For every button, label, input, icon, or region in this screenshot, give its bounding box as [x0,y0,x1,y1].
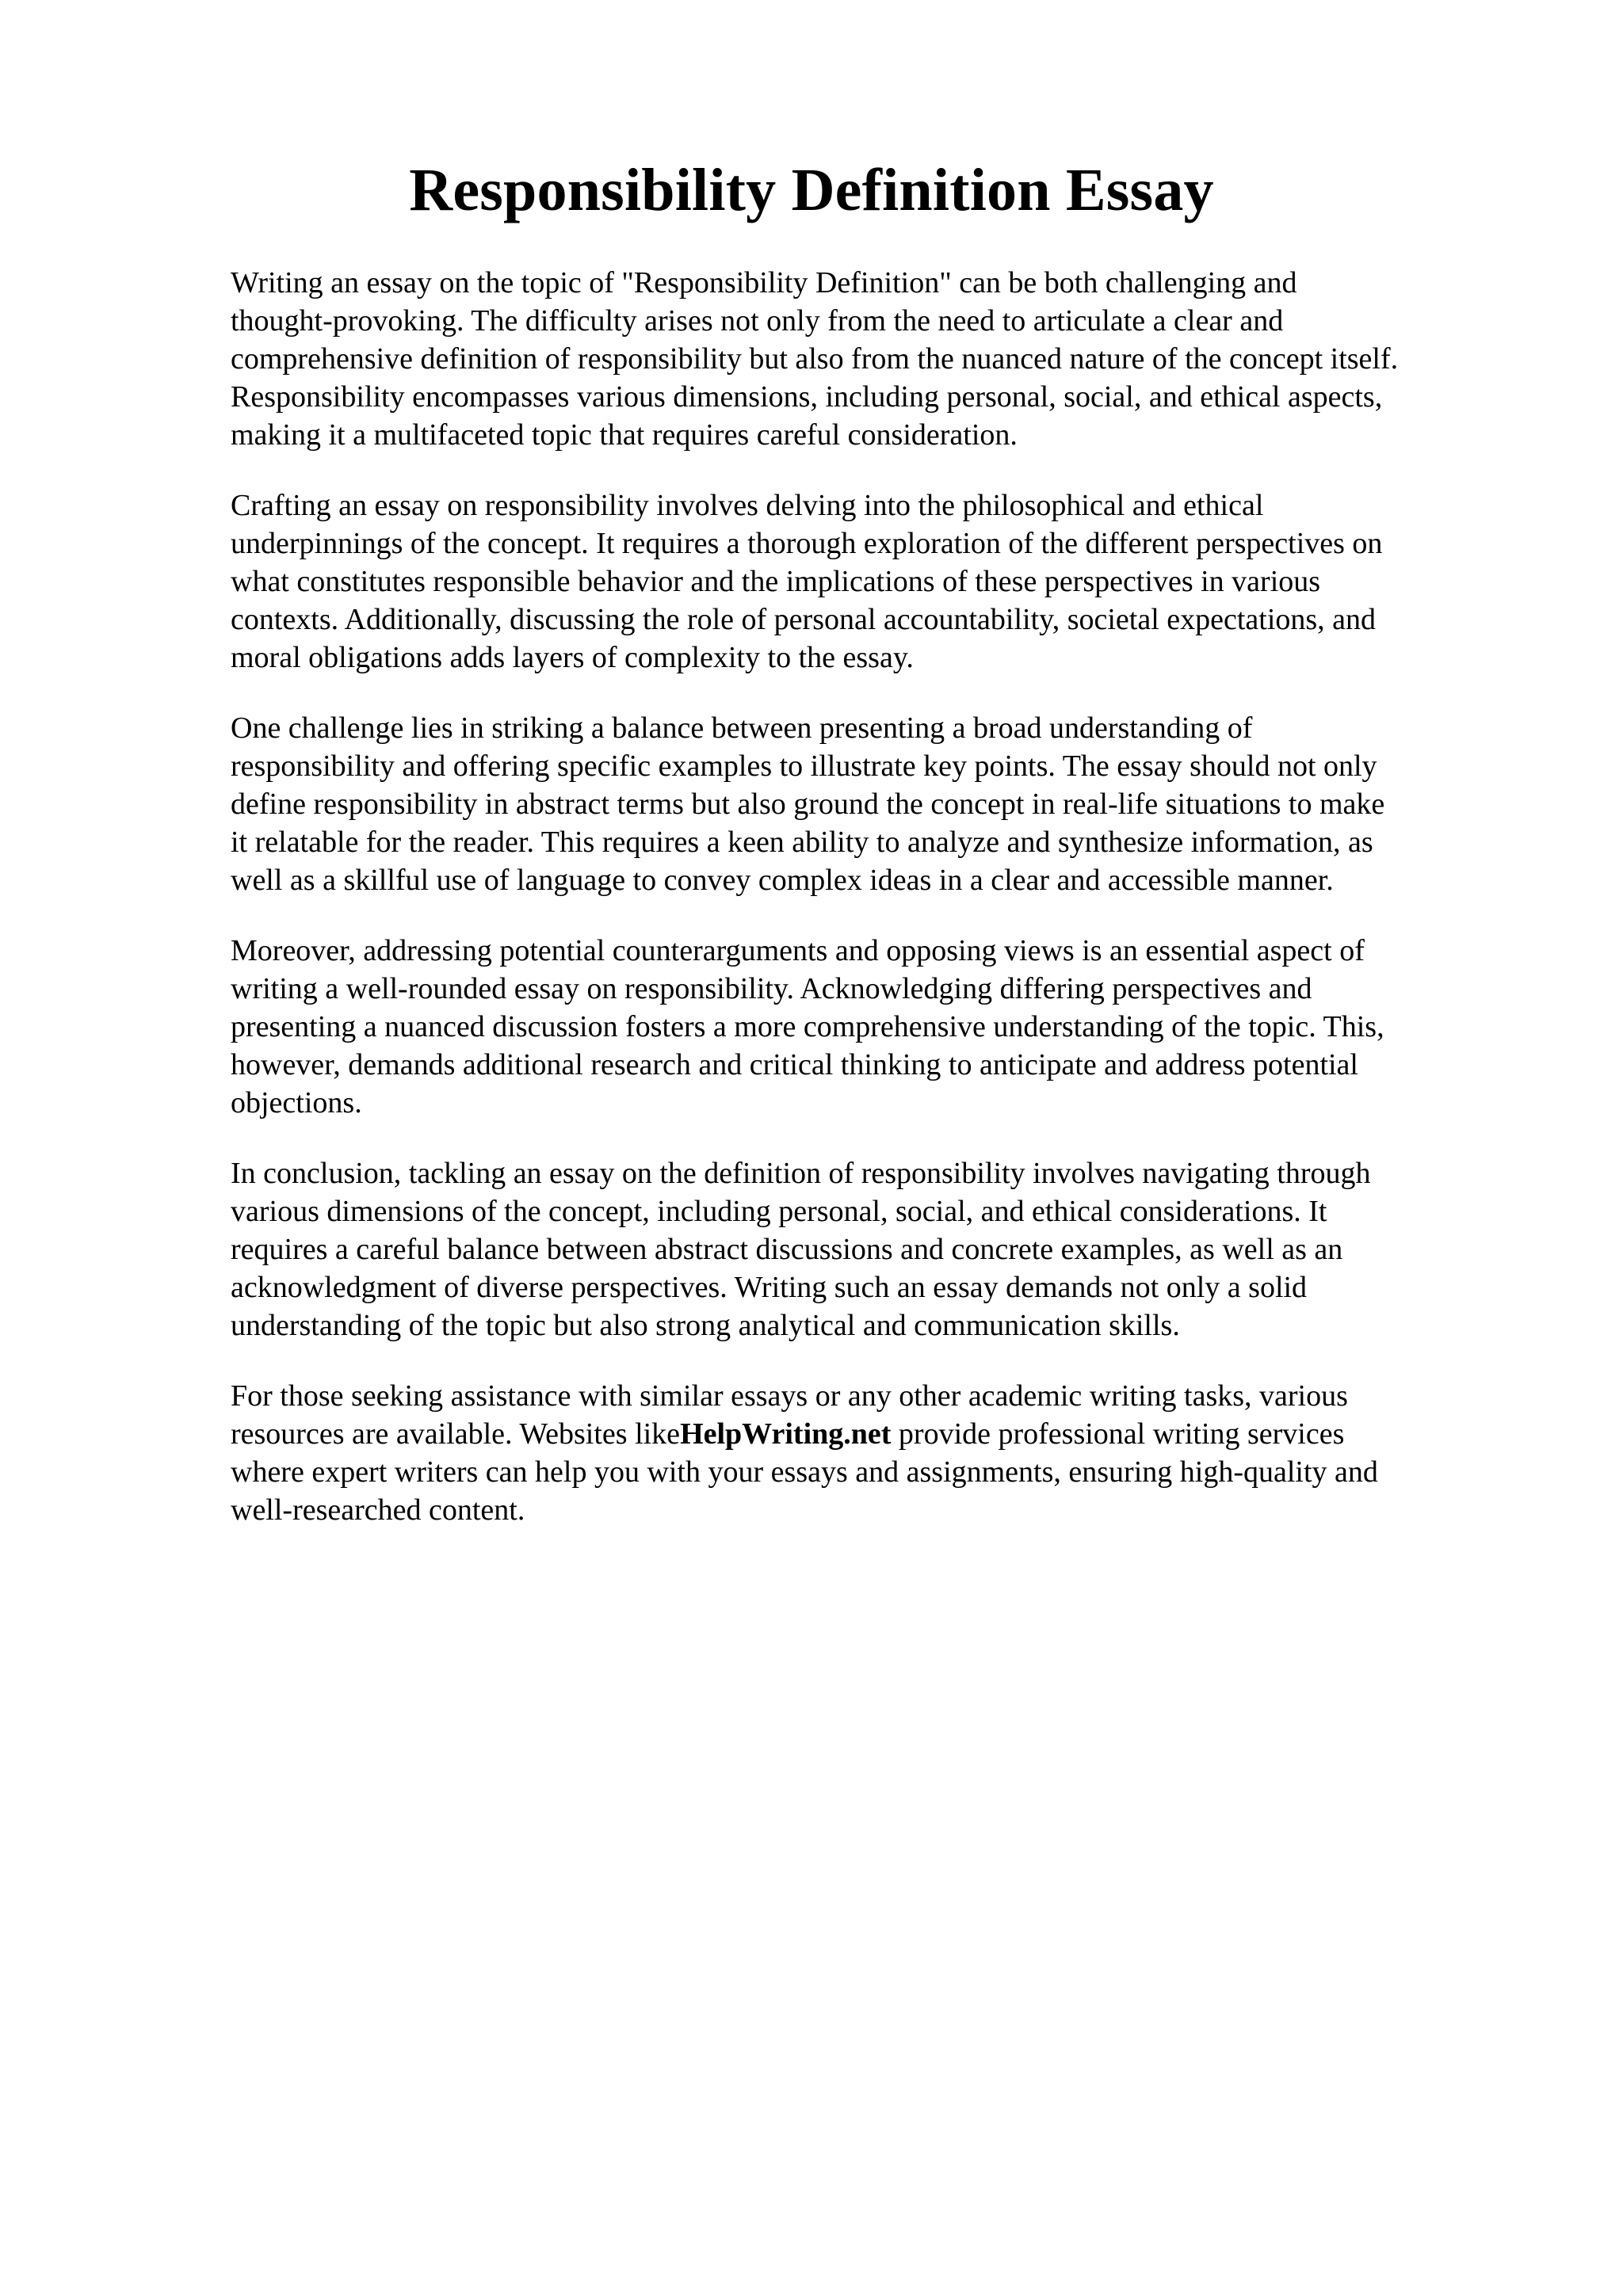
closing-text-after-link: provide professional writing services [891,1417,1345,1451]
paragraph-3 [231,709,1522,899]
paragraph-line: Crafting an essay on responsibility involves delving into the philosophical and ethical [231,489,1264,522]
paragraph-line: where expert writers can help you with your essays and assignments, ensuring high-quality and [231,1455,1378,1489]
paragraph-2 [231,486,1522,677]
paragraph-line [231,1415,1522,1453]
paragraph-line: In conclusion, tackling an essay on the definition of responsibility involves navigating through [231,1157,1371,1190]
closing-text-before-link: resources are available. Websites like [231,1417,681,1451]
paragraph-line: contexts. Additionally, discussing the role of personal accountability, societal expectations, and [231,603,1377,636]
paragraph-line: various dimensions of the concept, including personal, social, and ethical considerations. It [231,1195,1327,1228]
paragraph-line: define responsibility in abstract terms but also ground the concept in real-life situations to make [231,788,1385,821]
paragraph-line: presenting a nuanced discussion fosters a more comprehensive understanding of the topic. This, [231,1010,1384,1043]
paragraph-line: Responsibility encompasses various dimensions, including personal, social, and ethical aspects, [231,380,1383,414]
paragraph-1 [231,264,1522,454]
closing-paragraph [231,1377,1522,1529]
paragraph-5 [231,1154,1522,1344]
helpwriting-link[interactable]: HelpWriting.net [680,1417,892,1451]
paragraph-line: understanding of the topic but also strong analytical and communication skills. [231,1309,1180,1342]
paragraph-line: Writing an essay on the topic of "Responsibility Definition" can be both challenging and [231,266,1297,299]
paragraph-line: well-researched content. [231,1493,525,1527]
paragraph-line: Moreover, addressing potential counterarguments and opposing views is an essential aspect of [231,934,1365,967]
paragraph-line: requires a careful balance between abstract discussions and concrete examples, as well as an [231,1233,1343,1266]
paragraph-line: however, demands additional research and critical thinking to anticipate and address potential [231,1048,1358,1081]
paragraph-line: underpinnings of the concept. It requires a thorough exploration of the different perspectives on [231,527,1383,560]
paragraph-line: it relatable for the reader. This requires a keen ability to analyze and synthesize information, as [231,826,1373,859]
essay-title: Responsibility Definition Essay [409,157,1214,223]
paragraph-line: what constitutes responsible behavior and the implications of these perspectives in various [231,565,1321,598]
paragraph-line: objections. [231,1086,362,1119]
paragraph-line: acknowledgment of diverse perspectives. Writing such an essay demands not only a solid [231,1271,1308,1304]
paragraph-line: For those seeking assistance with similar essays or any other academic writing tasks, various [231,1379,1348,1413]
paragraph-line: moral obligations adds layers of complexity to the essay. [231,641,914,674]
paragraph-line: writing a well-rounded essay on responsibility. Acknowledging differing perspectives and [231,972,1312,1005]
paragraph-line: responsibility and offering specific examples to illustrate key points. The essay should not only [231,749,1377,783]
paragraph-4 [231,932,1522,1122]
paragraph-line: comprehensive definition of responsibility but also from the nuanced nature of the concept itself. [231,342,1399,376]
paragraph-line: thought-provoking. The difficulty arises not only from the need to articulate a clear and [231,304,1284,338]
essay-body [231,264,1522,1562]
paragraph-line: One challenge lies in striking a balance between presenting a broad understanding of [231,711,1253,745]
paragraph-line: making it a multifaceted topic that requires careful consideration. [231,418,1018,452]
paragraph-line: well as a skillful use of language to convey complex ideas in a clear and accessible manner. [231,864,1334,897]
